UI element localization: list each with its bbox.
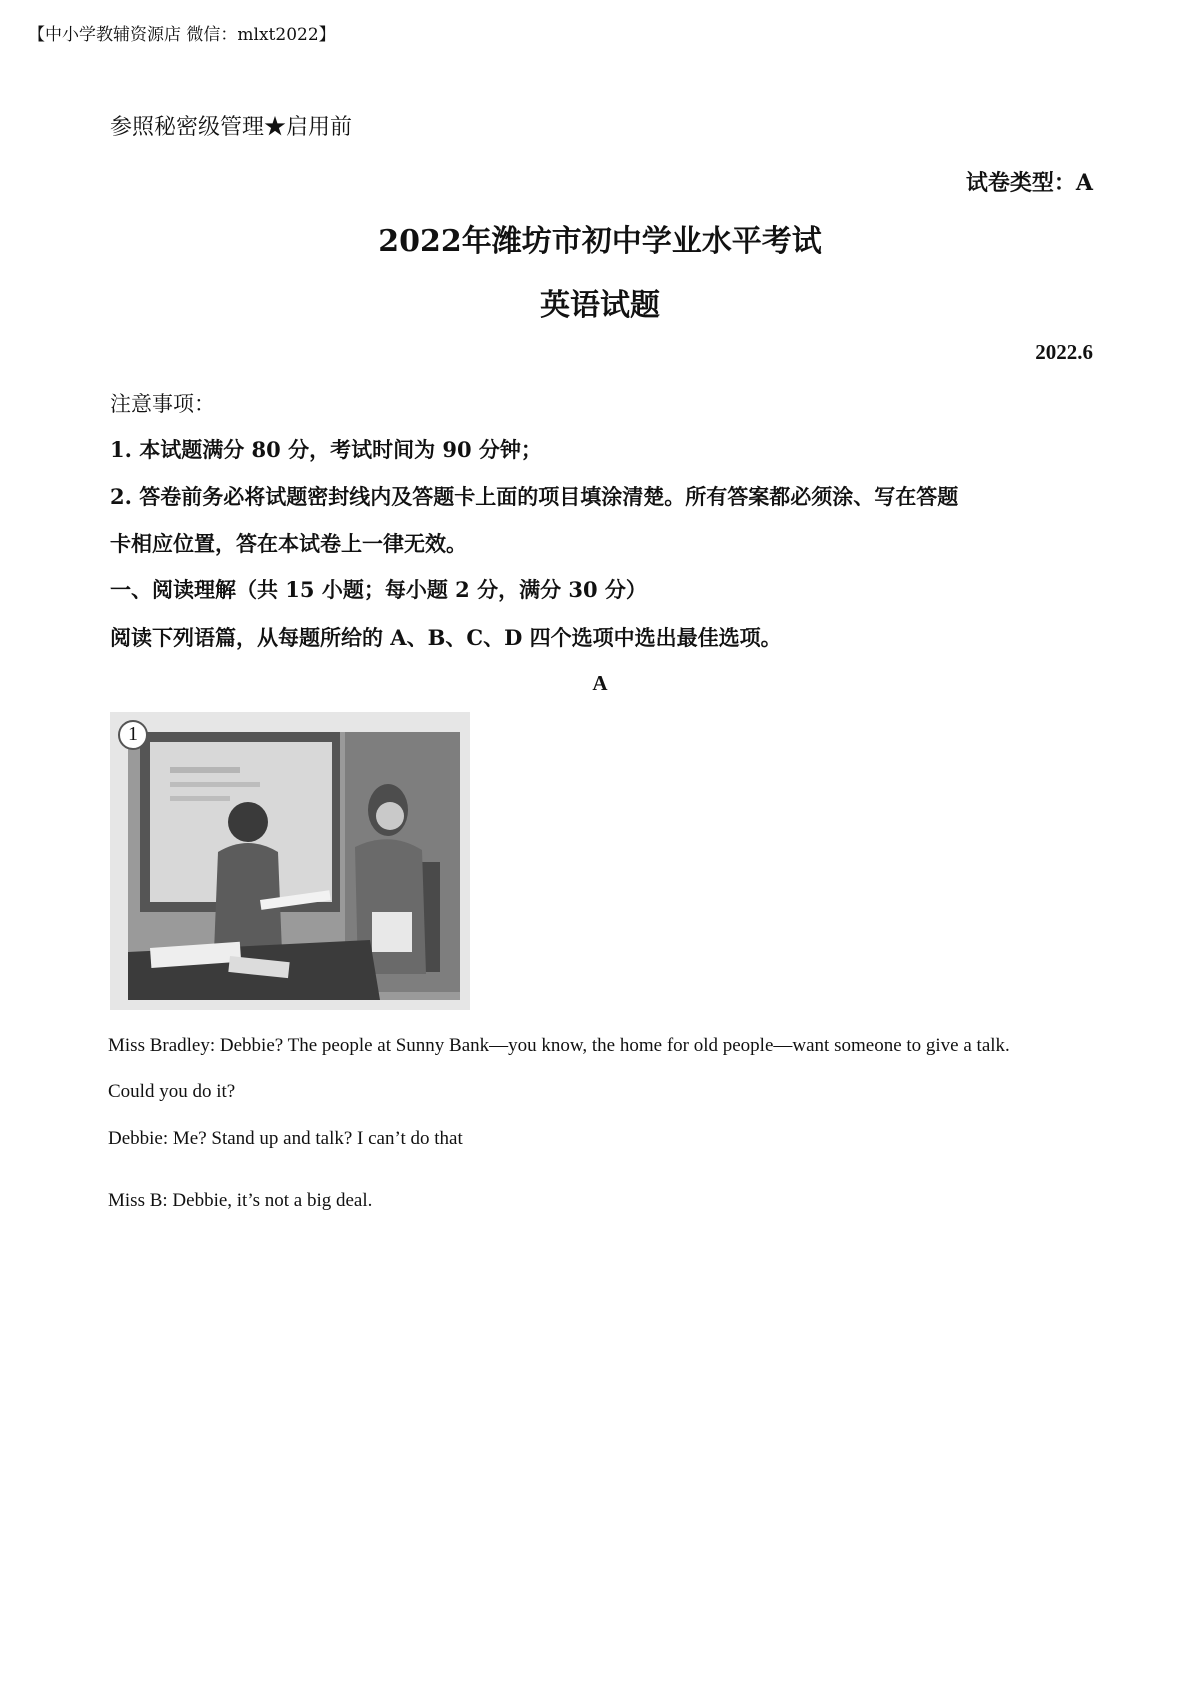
dialogue-line: Miss B: Debbie, it’s not a big deal.: [108, 1190, 373, 1211]
dialogue-line: Could you do it?: [108, 1081, 236, 1102]
note-item: 1. 本试题满分 80 分，考试时间为 90 分钟；: [110, 437, 542, 462]
header-note: 【中小学教辅资源店 微信：mlxt2022】: [28, 25, 336, 45]
exam-date: 2022.6: [1035, 340, 1093, 364]
notes-heading: 注意事项：: [110, 392, 215, 416]
exam-title: 2022年潍坊市初中学业水平考试: [378, 224, 822, 259]
passage-label: A: [592, 671, 608, 695]
confidential-mark: 参照秘密级管理★启用前: [110, 115, 353, 140]
note-item: 卡相应位置，答在本试卷上一律无效。: [110, 531, 467, 556]
section-instructions: 阅读下列语篇，从每题所给的 A、B、C、D 四个选项中选出最佳选项。: [110, 625, 782, 650]
paper-type: 试卷类型：A: [965, 170, 1093, 196]
subject-title: 英语试题: [540, 288, 660, 323]
classroom-photo: [110, 712, 470, 1010]
dialogue-line: Debbie: Me? Stand up and talk? I can’t do that: [108, 1128, 463, 1149]
dialogue-line: Miss Bradley: Debbie? The people at Sunny Bank—you know, the home for old people—want someone to give a talk.: [108, 1035, 1010, 1056]
photo-number-badge: 1: [128, 723, 138, 745]
note-item: 2. 答卷前务必将试题密封线内及答题卡上面的项目填涂清楚。所有答案都必须涂、写在答题: [110, 484, 959, 509]
section-title: 一、阅读理解（共 15 小题；每小题 2 分，满分 30 分）: [110, 577, 647, 602]
